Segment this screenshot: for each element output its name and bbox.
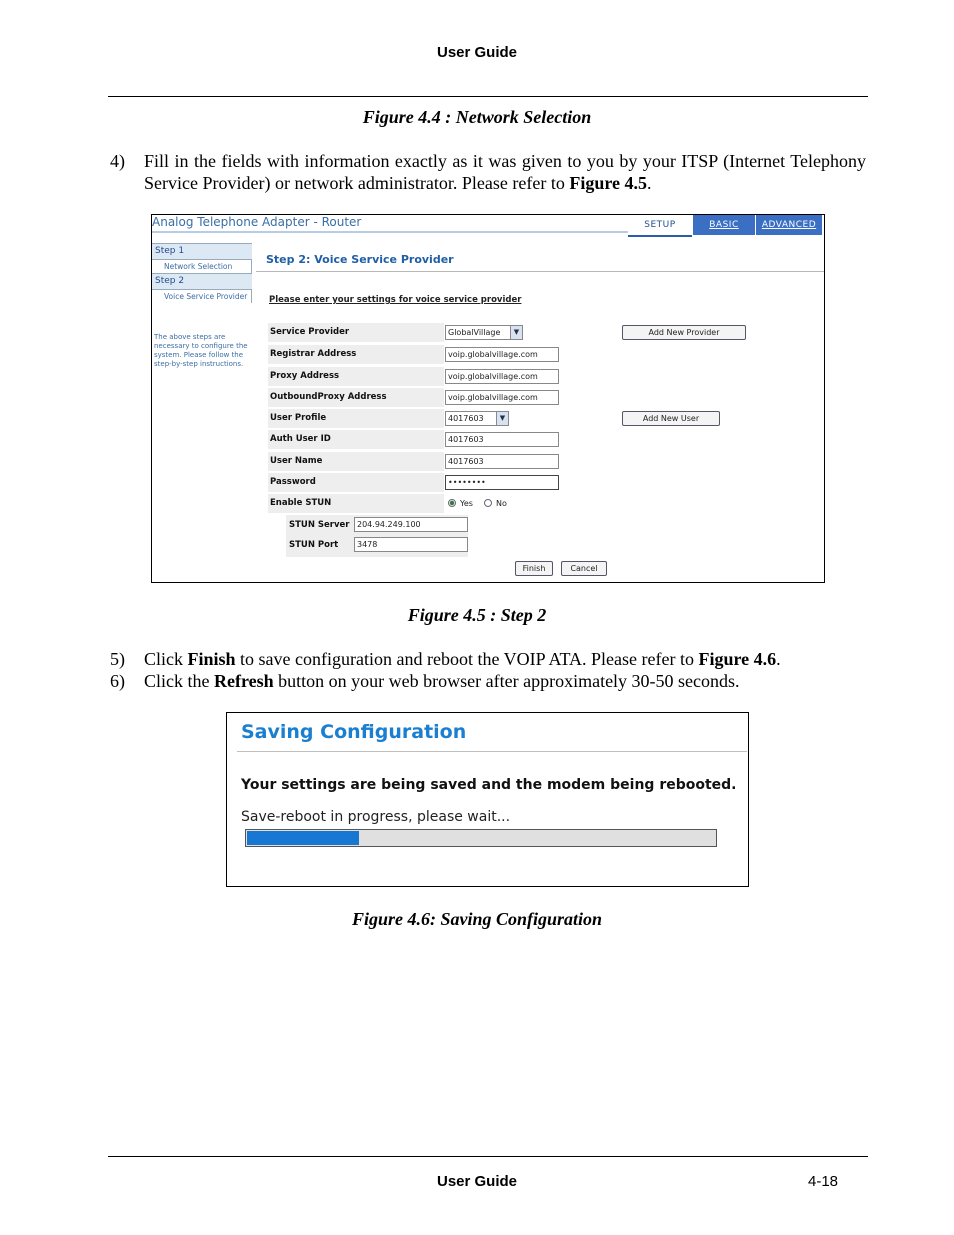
step-number: 5)	[110, 649, 125, 669]
stun-port-input[interactable]: 3478	[354, 537, 468, 552]
add-new-user-button[interactable]: Add New User	[622, 411, 720, 426]
password-input[interactable]: ••••••••	[445, 475, 559, 490]
auth-user-id-input[interactable]: 4017603	[445, 432, 559, 447]
cancel-button[interactable]: Cancel	[561, 561, 607, 576]
radio-selected-icon	[448, 499, 456, 507]
figure-4-5-screenshot	[151, 214, 825, 583]
label-user-profile: User Profile	[268, 409, 444, 428]
label-enable-stun: Enable STUN	[268, 494, 444, 513]
radio-empty-icon	[484, 499, 492, 507]
service-provider-select[interactable]: GlobalVillage ▼	[445, 325, 523, 340]
sidebar-item-step2[interactable]: Step 2	[152, 273, 252, 290]
page-number: 4-18	[808, 1173, 839, 1190]
label-service-provider: Service Provider	[268, 323, 444, 342]
form-prompt: Please enter your settings for voice service provider	[269, 295, 522, 305]
sidebar	[152, 243, 252, 368]
app-title: Analog Telephone Adapter - Router	[152, 215, 362, 229]
sidebar-item-step1[interactable]: Step 1	[152, 243, 252, 260]
tab-setup[interactable]: SETUP	[628, 215, 692, 237]
outbound-proxy-address-input[interactable]: voip.globalvillage.com	[445, 390, 559, 405]
step-number: 6)	[110, 671, 125, 691]
figure-4-5-caption: Figure 4.5 : Step 2	[407, 605, 547, 625]
chevron-down-icon: ▼	[496, 412, 508, 425]
saving-message: Your settings are being saved and the modem being rebooted.	[241, 777, 737, 793]
step-number: 4)	[110, 151, 125, 171]
user-name-input[interactable]: 4017603	[445, 454, 559, 469]
label-stun-server: STUN Server	[289, 520, 350, 530]
progress-fill	[247, 831, 359, 845]
section-title: Step 2: Voice Service Provider	[266, 253, 454, 266]
title-underline	[152, 231, 628, 233]
label-registrar-address: Registrar Address	[268, 345, 444, 364]
stun-yes-radio[interactable]: Yes	[448, 499, 473, 508]
registrar-address-input[interactable]: voip.globalvillage.com	[445, 347, 559, 362]
step-text: Click Finish to save configuration and reboot the VOIP ATA. Please refer to Figure 4.6.	[144, 649, 781, 669]
top-tabs	[628, 215, 824, 235]
progress-bar	[245, 829, 717, 847]
tab-basic[interactable]: BASIC	[692, 215, 755, 235]
saving-title: Saving Configuration	[241, 721, 467, 743]
label-proxy-address: Proxy Address	[268, 367, 444, 386]
section-divider	[256, 271, 824, 272]
user-profile-select[interactable]: 4017603 ▼	[445, 411, 509, 426]
step-4-paragraph	[110, 150, 866, 194]
header-rule	[108, 96, 868, 97]
tab-advanced[interactable]: ADVANCED	[755, 215, 822, 235]
step-5-paragraph	[110, 648, 866, 670]
title-divider	[237, 751, 747, 752]
label-password: Password	[268, 473, 444, 492]
label-outbound-proxy-address: OutboundProxy Address	[268, 388, 444, 407]
label-user-name: User Name	[268, 452, 444, 471]
page-footer-title: User Guide	[436, 1173, 518, 1190]
figure-4-6-caption: Figure 4.6: Saving Configuration	[351, 909, 603, 929]
label-auth-user-id: Auth User ID	[268, 430, 444, 449]
step-text: Fill in the fields with information exactly as it was given to you by your ITSP (Internet Telephony Service Provider) or network administrator. Please refer to Figure 4.5.	[144, 151, 866, 193]
finish-button[interactable]: Finish	[515, 561, 553, 576]
footer-rule	[108, 1156, 868, 1157]
figure-4-4-caption: Figure 4.4 : Network Selection	[362, 107, 592, 127]
add-new-provider-button[interactable]: Add New Provider	[622, 325, 746, 340]
label-stun-port: STUN Port	[289, 540, 339, 550]
sidebar-subitem-voice-service-provider[interactable]: Voice Service Provider	[152, 290, 252, 303]
stun-server-input[interactable]: 204.94.249.100	[354, 517, 468, 532]
sidebar-subitem-network-selection[interactable]: Network Selection	[152, 260, 252, 273]
page-header-title: User Guide	[436, 44, 518, 61]
step-text: Click the Refresh button on your web browser after approximately 30-50 seconds.	[144, 671, 740, 691]
sidebar-note: The above steps are necessary to configure the system. Please follow the step-by-step instructions.	[154, 333, 248, 368]
chevron-down-icon: ▼	[510, 326, 522, 339]
step-6-paragraph	[110, 670, 866, 692]
progress-text: Save-reboot in progress, please wait...	[241, 809, 511, 825]
proxy-address-input[interactable]: voip.globalvillage.com	[445, 369, 559, 384]
stun-no-radio[interactable]: No	[484, 499, 507, 508]
figure-4-6-screenshot	[226, 712, 749, 887]
